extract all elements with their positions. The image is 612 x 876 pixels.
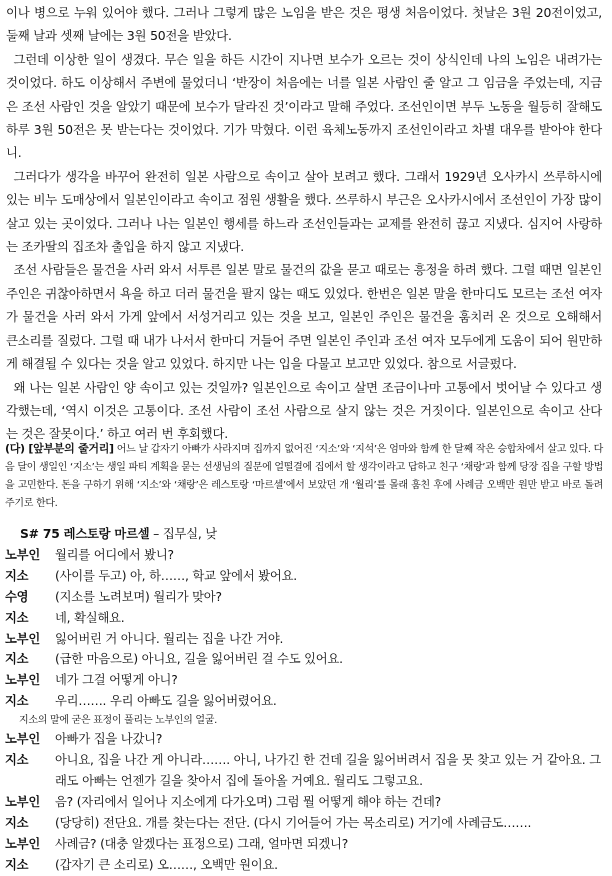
prose-section — [6, 1, 602, 446]
dialogue-line — [5, 750, 605, 792]
dialogue-line — [5, 855, 605, 876]
speaker-name: 지소 — [5, 610, 29, 625]
speech-text: 음? (자리에서 일어나 지소에게 다가오며) 그럼 뭘 어떻게 해야 하는 건데? — [55, 794, 441, 809]
speech-text: 아니요, 집을 나간 게 아니라……. 아니, 나가긴 한 건데 길을 잃어버려서 집을 못 찾고 있는 거 같아요. 그래도 아빠는 언젠가 길을 찾아서 집에 돌아올 거예요. 월리도 그렇고요. — [55, 753, 601, 788]
scene-title: S# 75 레스토랑 마르셀 — [20, 527, 150, 541]
dialogue-line — [5, 691, 605, 712]
speech-text: 아빠가 집을 나갔니? — [55, 732, 163, 747]
prose-paragraph: 이나 병으로 누워 있어야 했다. 그러나 그렇게 많은 노임을 받은 것은 평생 처음이었다. 첫날은 3원 20전이었고, 둘째 날과 셋째 날에는 3원 50전을 받았다. — [6, 5, 602, 44]
dialogue-line — [5, 587, 605, 608]
scene-place: – 집무실, 낮 — [149, 527, 217, 541]
speaker-name: 지소 — [5, 652, 29, 667]
dialogue-line — [5, 629, 605, 650]
speech-text: 월리를 어디에서 봤니? — [55, 547, 174, 562]
speech-text: (지소를 노려보며) 월리가 맞아? — [55, 589, 222, 604]
speaker-name: 노부인 — [5, 673, 41, 688]
dialogue-line — [5, 834, 605, 855]
stage-direction: 지소의 말에 굳은 표정이 풀리는 노부인의 얼굴. — [19, 715, 217, 727]
speaker-name: 지소 — [5, 568, 29, 583]
speaker-name: 지소 — [5, 857, 29, 872]
dialogue-line — [5, 670, 605, 691]
dialogue-line — [5, 545, 605, 566]
prose-paragraph: 그러다가 생각을 바꾸어 완전히 일본 사람으로 속이고 살아 보려고 했다. 그래서 1929년 오사카시 쓰루하시에 있는 비누 도매상에서 일본인이라고 속이고 점원 생활을 했다. 쓰루하시 부근은 오사카시에서 조선인이 가장 많이 살고 있는 곳이었다. 그러나 나는 일본인 행세를 하느라 조선인들과는 교제를 완전히 끊고 지냈다. 심지어 사랑하는 조카딸의 집조차 출입을 하지 않고 지냈다. — [6, 168, 602, 255]
plot-summary — [5, 440, 603, 513]
speech-text: (당당히) 전단요. 개를 찾는다는 전단. (다시 기어들어 가는 목소리로) 거기에 사례금도……. — [55, 815, 532, 830]
speaker-name: 노부인 — [5, 732, 41, 747]
prose-paragraph: 조선 사람들은 물건을 사러 와서 서투른 일본 말로 물건의 값을 묻고 때로는 흥정을 하려 했다. 그럴 때면 일본인 주인은 귀찮아하면서 욕을 하고 더러 물건을 팔지 않는 때도 있었다. 한번은 일본 말을 한마디도 모르는 조선 여자가 물건을 사러 와서 가게 앞에서 서성거리고 있는 것을 보고, 일본인 주인은 물건을 훔치러 온 것으로 오해해서 큰소리를 질렀다. 그럴 때 내가 나서서 한마디 거들어 주면 일본인 주인과 조선 여자 모두에게 도움이 되어 원만하게 해결될 수 있다는 것을 알고 있었다. 하지만 나는 입을 다물고 보고만 있었다. 참으로 서글펐다. — [6, 262, 602, 372]
dialogue-line — [5, 729, 605, 750]
speaker-name: 지소 — [5, 753, 29, 768]
dialogue-line — [5, 649, 605, 670]
prose-paragraph: 왜 나는 일본 사람인 양 속이고 있는 것일까? 일본인으로 속이고 살면 조금이나마 고통에서 벗어날 수 있다고 생각했는데, ‘역시 이것은 고통이다. 조선 사람이 조선 사람으로 살지 않는 것은 거짓이다. 일본인으로 속이고 산다는 것은 잘못이다.’ 하고 여러 번 후회했다. — [6, 379, 602, 442]
speech-text: (갑자기 큰 소리로) 오……, 오백만 원이요. — [55, 857, 278, 872]
summary-label: (다) [앞부분의 줄거리] — [5, 442, 114, 455]
speaker-name: 수영 — [5, 589, 29, 604]
scene-heading — [5, 524, 605, 545]
dialogue-line — [5, 792, 605, 813]
dialogue-line — [5, 813, 605, 834]
speaker-name: 지소 — [5, 694, 29, 709]
speech-text: 사례금? (대충 알겠다는 표정으로) 그래, 얼마면 되겠니? — [55, 836, 349, 851]
prose-paragraph: 그런데 이상한 일이 생겼다. 무슨 일을 하든 시간이 지나면 보수가 오르는 것이 상식인데 나의 노임은 내려가는 것이었다. 하도 이상해서 주변에 물었더니 ‘반장이 처음에는 너를 일본 사람인 줄 알고 그 임금을 주었는데, 지금은 조선 사람인 것을 알았기 때문에 보수가 달라진 것’이라고 말해 주었다. 조선인이면 부두 노동을 월등히 잘해도 하루 3원 50전은 못 받는다는 것이었다. 기가 막혔다. 이런 육체노동까지 조선인이라고 차별 대우를 받아야 한다니. — [6, 51, 602, 161]
speaker-name: 노부인 — [5, 547, 41, 562]
speech-text: 네가 그걸 어떻게 아니? — [55, 673, 178, 688]
dialogue-line — [5, 608, 605, 629]
speaker-name: 노부인 — [5, 631, 41, 646]
dialogue-line — [5, 566, 605, 587]
speech-text: (사이를 두고) 아, 하……, 학교 앞에서 봤어요. — [55, 568, 297, 583]
screenplay-excerpt — [5, 524, 605, 876]
speech-text: 네, 확실해요. — [55, 610, 125, 625]
speaker-name: 지소 — [5, 815, 29, 830]
summary-text: 어느 날 갑자기 아빠가 사라지며 집까지 없어진 ‘지소’와 ‘지석’은 엄마와 함께 한 달째 작은 승합차에서 살고 있다. 다음 달이 생일인 ‘지소’는 생일 파티 계획을 묻는 선생님의 질문에 얼떨결에 집에서 할 생각이라고 답하고 친구 ‘채랑’과 함께 당장 집을 구할 방법을 고민한다. 돈을 구하기 위해 ‘지소’와 ‘채랑’은 레스토랑 ‘마르셀’에서 보았던 개 ‘월리’를 몰래 훔친 후에 사례금 오백만 원만 받고 바로 돌려주기로 한다. — [5, 444, 603, 509]
dialogue-list — [5, 545, 605, 876]
speaker-name: 노부인 — [5, 836, 41, 851]
speech-text: (급한 마음으로) 아니요, 길을 잃어버린 걸 수도 있어요. — [55, 652, 343, 667]
speech-text: 우리……. 우리 아빠도 길을 잃어버렸어요. — [55, 694, 277, 709]
speech-text: 잃어버린 거 아니다. 월리는 집을 나간 거야. — [55, 631, 284, 646]
speaker-name: 노부인 — [5, 794, 41, 809]
